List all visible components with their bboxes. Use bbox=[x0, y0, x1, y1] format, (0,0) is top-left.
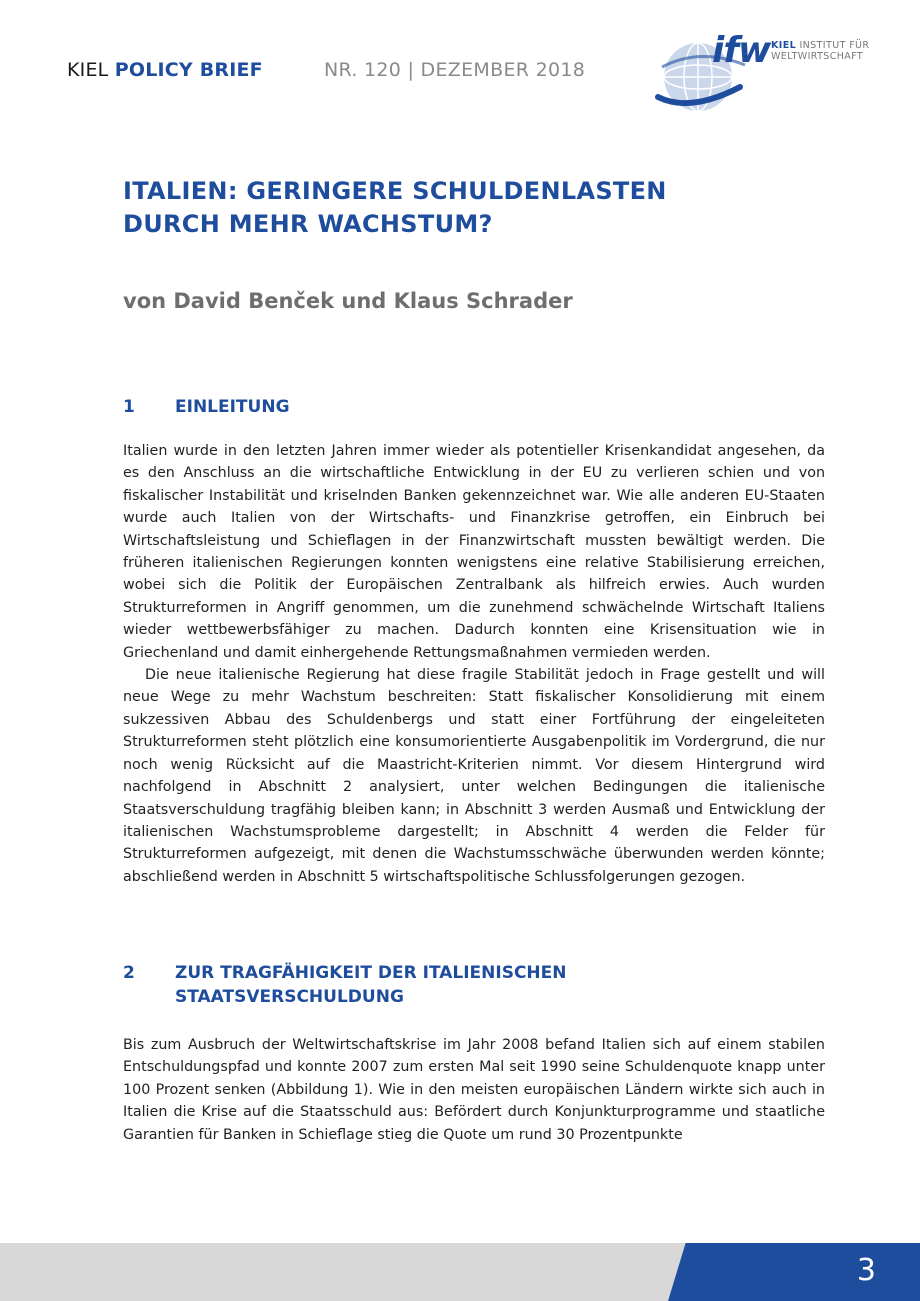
title-line-1: ITALIEN: GERINGERE SCHULDENLASTEN bbox=[123, 177, 667, 205]
section-2-body bbox=[123, 1034, 825, 1146]
institute-line1: INSTITUT FÜR bbox=[799, 40, 870, 51]
section-title: EINLEITUNG bbox=[175, 397, 290, 417]
authors: von David Benček und Klaus Schrader bbox=[123, 289, 573, 313]
section-1-body bbox=[123, 440, 825, 888]
section-title-line-1: ZUR TRAGFÄHIGKEIT DER ITALIENISCHEN bbox=[175, 963, 567, 983]
institute-line2: WELTWIRTSCHAFT bbox=[771, 51, 864, 62]
series-label bbox=[67, 59, 263, 81]
issue-info: NR. 120 | DEZEMBER 2018 bbox=[324, 59, 586, 81]
title-line-2: DURCH MEHR WACHSTUM? bbox=[123, 210, 493, 238]
footer-accent bbox=[668, 1243, 920, 1301]
series-prefix: KIEL bbox=[67, 59, 109, 81]
institute-name bbox=[771, 40, 869, 62]
section-title bbox=[175, 961, 775, 1009]
series-name: POLICY BRIEF bbox=[114, 59, 263, 81]
paragraph: Italien wurde in den letzten Jahren immer wieder als potentieller Krisenkandidat angesehen, da es den Anschluss an die wirtschaftliche Entwicklung in der EU zu verlieren schien und von fiskalischer Instabilität und kriselnden Banken gekennzeichnet war. Wie alle anderen EU-Staaten wurde auch Italien von der Wirtschafts- und Finanzkrise getroffen, ein Einbruch bei Wirtschaftsleistung und Schieflagen in der Finanzwirtschaft mussten bewältigt werden. Die früheren italienischen Regierungen konnten wenigstens eine relative Stabilisierung erreichen, wobei sich die Politik der Europäischen Zentralbank als hilfreich erwies. Auch wurden Strukturreformen in Angriff genommen, um die zunehmend schwächelnde Wirtschaft Italiens wieder wettbewerbsfähiger zu machen. Dadurch konnten eine Krisensituation wie in Griechenland und damit einhergehende Rettungsmaßnahmen vermieden werden. bbox=[123, 443, 825, 661]
section-number: 1 bbox=[123, 397, 135, 417]
page-number: 3 bbox=[856, 1253, 876, 1288]
ifw-logo-mark: ifw bbox=[712, 30, 771, 71]
article-title bbox=[123, 175, 843, 241]
section-title-line-2: STAATSVERSCHULDUNG bbox=[175, 987, 404, 1007]
paragraph: Bis zum Ausbruch der Weltwirtschaftskrise im Jahr 2008 befand Italien sich auf einem stabilen Entschuldungspfad und konnte 2007 zum ersten Mal seit 1990 seine Schuldenquote knapp unter 100 Prozent senken (Abbildung 1). Wie in den meisten europäischen Ländern wirkte sich auch in Italien die Krise auf die Staatsschuld aus: Befördert durch Konjunkturprogramme und staatliche Garantien für Banken in Schieflage stieg die Quote um rund 30 Prozentpunkte bbox=[123, 1037, 825, 1143]
section-number: 2 bbox=[123, 963, 135, 983]
institute-kiel: KIEL bbox=[771, 40, 797, 51]
paragraph: Die neue italienische Regierung hat diese fragile Stabilität jedoch in Frage gestellt und will neue Wege zu mehr Wachstum beschreiten: Statt fiskalischer Konsolidierung mit einem sukzessiven Abbau des Schuldenbergs und statt einer Fortführung der eingeleiteten Strukturreformen steht plötzlich eine konsumorientierte Ausgabenpolitik im Vordergrund, die nur noch wenig Rücksicht auf die Maastricht-Kriterien nimmt. Vor diesem Hintergrund wird nachfolgend in Abschnitt 2 analysiert, unter welchen Bedingungen die italienische Staatsverschuldung tragfähig bleiben kann; in Abschnitt 3 werden Ausmaß und Entwicklung der italienischen Wachstumsprobleme dargestellt; in Abschnitt 4 werden die Felder für Strukturreformen aufgezeigt, mit denen die Wachstumsschwäche überwunden werden könnte; abschließend werden in Abschnitt 5 wirtschaftspolitische Schlussfolgerungen gezogen. bbox=[123, 667, 825, 885]
